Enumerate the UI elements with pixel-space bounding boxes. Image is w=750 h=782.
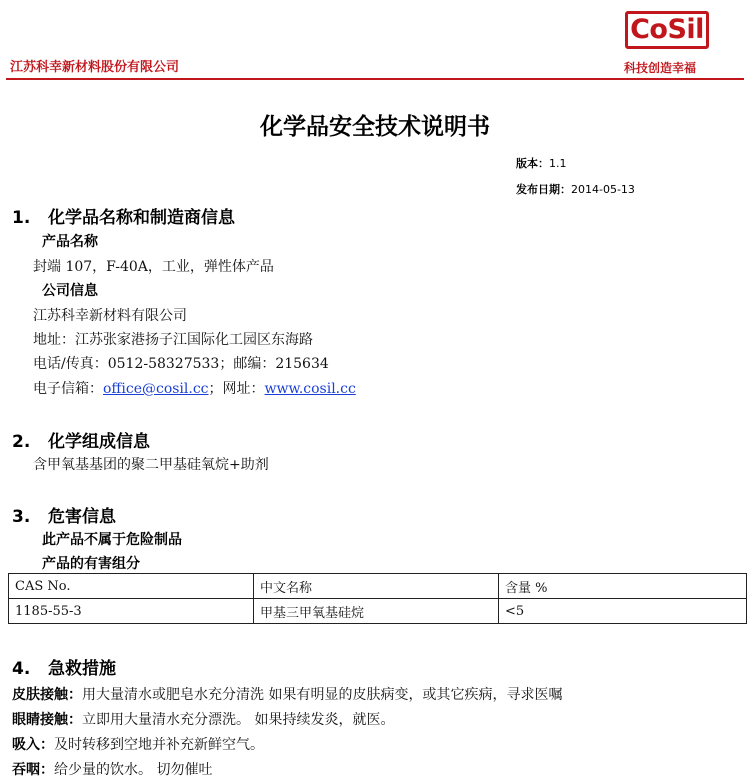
section-1-title: 化学品名称和制造商信息	[48, 208, 235, 228]
section-4-heading	[12, 654, 116, 679]
section-2-title: 化学组成信息	[48, 432, 150, 452]
section-4-title: 急救措施	[48, 659, 116, 679]
section-4-number: 4.	[12, 659, 31, 679]
version-line	[516, 155, 567, 171]
header-content: 含量 %	[499, 574, 747, 599]
skin-contact-label: 皮肤接触：	[12, 687, 82, 703]
section-3-heading	[12, 502, 116, 527]
section-1-number: 1.	[12, 208, 31, 228]
eye-contact-text: 立即用大量清水充分漂洗。 如果持续发炎，就医。	[82, 712, 395, 728]
version-label: 版本：	[516, 157, 549, 170]
inhalation-label: 吸入：	[12, 737, 54, 753]
date-value: 2014-05-13	[571, 183, 635, 196]
inhalation-line	[12, 734, 264, 754]
table-header-row	[9, 574, 747, 599]
skin-contact-line	[12, 684, 562, 704]
swallow-line	[12, 759, 212, 779]
document-title: 化学品安全技术说明书	[260, 114, 490, 140]
section-2-number: 2.	[12, 432, 31, 452]
email-link[interactable]: office@cosil.cc	[103, 381, 209, 397]
table-row	[9, 599, 747, 624]
section-1-heading	[12, 203, 235, 228]
inhalation-text: 及时转移到空地并补充新鲜空气。	[54, 737, 264, 753]
web-label: ；网址：	[208, 381, 265, 397]
version-value: 1.1	[549, 157, 567, 170]
email-label: 电子信箱：	[33, 381, 103, 397]
product-name-value: 封端 107，F-40A，工业，弹性体产品	[33, 259, 274, 275]
cell-content: <5	[499, 599, 747, 624]
date-line	[516, 181, 635, 197]
contact-line	[33, 378, 356, 398]
eye-contact-line	[12, 709, 394, 729]
header-cas: CAS No.	[9, 574, 254, 599]
cell-cas: 1185-55-3	[9, 599, 254, 624]
date-label: 发布日期：	[516, 183, 571, 196]
company-info-name: 江苏科幸新材料有限公司	[33, 308, 187, 324]
skin-contact-text: 用大量清水或肥皂水充分清洗 如果有明显的皮肤病变，或其它疾病，寻求医嘱	[82, 687, 563, 703]
header-name: 中文名称	[254, 574, 499, 599]
company-phone: 电话/传真：0512-58327533；邮编：215634	[33, 356, 329, 372]
section-3-title: 危害信息	[48, 507, 116, 527]
eye-contact-label: 眼睛接触：	[12, 712, 82, 728]
company-slogan: 科技创造幸福	[624, 61, 697, 75]
product-name-label: 产品名称	[42, 234, 98, 250]
section-3-number: 3.	[12, 507, 31, 527]
hazard-components-label: 产品的有害组分	[42, 556, 140, 572]
composition-text: 含甲氧基基团的聚二甲基硅氧烷+助剂	[33, 457, 269, 473]
company-info-label: 公司信息	[42, 283, 98, 299]
swallow-label: 吞咽：	[12, 762, 54, 778]
cell-name: 甲基三甲氧基硅烷	[254, 599, 499, 624]
cosil-logo: CoSil	[625, 11, 709, 49]
section-2-heading	[12, 427, 150, 452]
header-divider	[6, 78, 744, 80]
company-address: 地址：江苏张家港扬子江国际化工园区东海路	[33, 332, 313, 348]
swallow-text: 给少量的饮水。 切勿催吐	[54, 762, 213, 778]
company-name: 江苏科幸新材料股份有限公司	[10, 60, 180, 75]
hazard-note: 此产品不属于危险制品	[42, 532, 182, 548]
website-link[interactable]: www.cosil.cc	[264, 381, 356, 397]
hazard-table	[8, 573, 747, 624]
